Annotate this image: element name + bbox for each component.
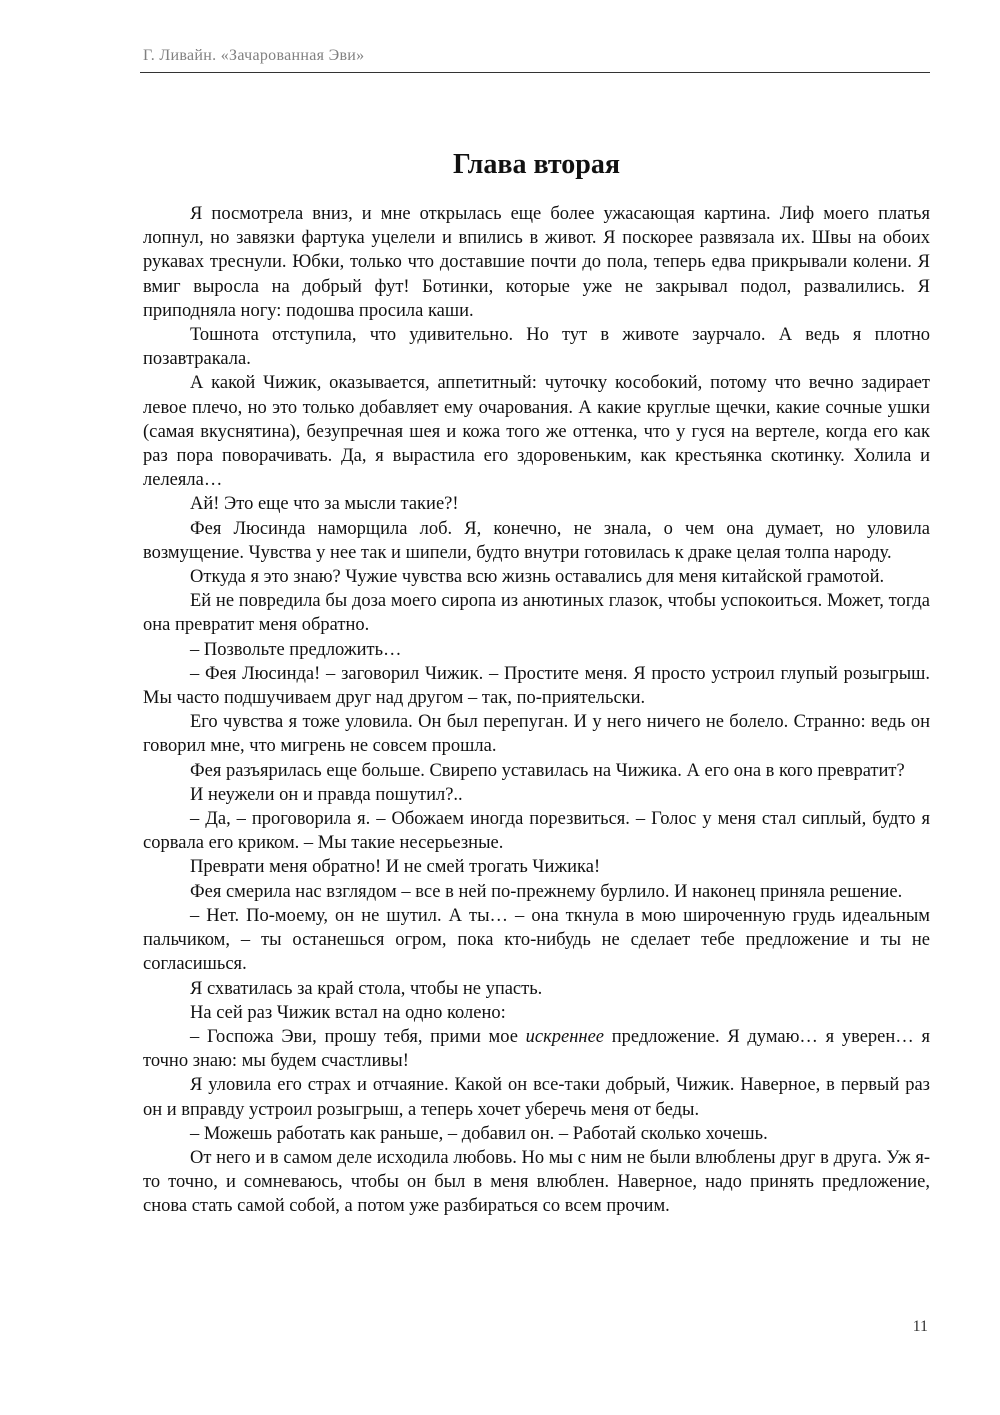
paragraph: – Да, – проговорила я. – Обожаем иногда порезвиться. – Голос у меня стал сиплый, будто я сорвала его криком. – Мы такие несерьезные. <box>143 809 930 854</box>
paragraph-text-before: – Госпожа Эви, прошу тебя, прими мое <box>190 1026 526 1047</box>
paragraph: – Можешь работать как раньше, – добавил он. – Работай сколько хочешь. <box>190 1123 768 1144</box>
paragraph: – Нет. По-моему, он не шутил. А ты… – она ткнула в мою широченную грудь идеальным пальчиком, – ты останешься огром, пока кто-нибудь не сделает тебе предложение и ты не согласишься. <box>143 905 930 975</box>
paragraph: Ей не повредила бы доза моего сиропа из анютиных глазок, чтобы успокоиться. Может, тогда она превратит меня обратно. <box>143 591 930 636</box>
paragraph-with-emphasis <box>143 1025 930 1073</box>
paragraph: И неужели он и правда пошутил?.. <box>190 784 463 805</box>
page-number: 11 <box>912 1318 928 1335</box>
chapter-title: Глава вторая <box>452 149 620 180</box>
paragraph: Его чувства я тоже уловила. Он был перепуган. И у него ничего не болело. Странно: ведь он говорил мне, что мигрень не совсем прошла. <box>143 712 930 757</box>
paragraph: От него и в самом деле исходила любовь. Но мы с ним не были влюблены друг в друга. Уж я-то точно, и сомневаюсь, чтобы он был в меня влюблен. Наверное, надо принять предложение, снова стать самой собой, а потом уже разбираться со всем прочим. <box>143 1147 930 1217</box>
paragraph: Фея смерила нас взглядом – все в ней по-прежнему бурлило. И наконец приняла решение. <box>190 881 903 902</box>
paragraph: Я уловила его страх и отчаяние. Какой он все-таки добрый, Чижик. Наверное, в первый раз он и вправду устроил розыгрыш, а теперь хочет уберечь меня от беды. <box>143 1075 930 1120</box>
paragraph: А какой Чижик, оказывается, аппетитный: чуточку кособокий, потому что вечно задирает левое плечо, но это только добавляет ему очарования. А какие круглые щечки, какие сочные ушки (самая вкуснятина), безупречная шея и кожа того же оттенка, что у гуся на вертеле, когда его как раз пора поворачивать. Да, я вырастила его здоровеньким, как крестьянка скотинку. Холила и лелеяла… <box>143 373 930 491</box>
paragraph: Я посмотрела вниз, и мне открылась еще более ужасающая картина. Лиф моего платья лопнул, но завязки фартука уцелели и впились в живот. Я поскорее развязала их. Швы на обоих рукавах треснули. Юбки, только что доставшие почти до пола, теперь едва прикрывали колени. Я вмиг выросла на добрый фут! Ботинки, которые уже не закрывал подол, развалились. Я приподняла ногу: подошва просила каши. <box>143 204 930 321</box>
header-divider <box>140 72 930 73</box>
paragraph: – Фея Люсинда! – заговорил Чижик. – Простите меня. Я просто устроил глупый розыгрыш. Мы часто подшучиваем друг над другом – так, по-приятельски. <box>143 663 930 709</box>
paragraph: Фея разъярилась еще больше. Свирепо уставилась на Чижика. А его она в кого превратит? <box>190 760 905 781</box>
paragraph: Преврати меня обратно! И не смей трогать Чижика! <box>190 857 601 878</box>
chapter-body <box>143 202 930 1219</box>
paragraph: Тошнота отступила, что удивительно. Но тут в животе заурчало. А ведь я плотно позавтракала. <box>143 325 930 370</box>
paragraph: Фея Люсинда наморщила лоб. Я, конечно, не знала, о чем она думает, но уловила возмущение. Чувства у нее так и шипели, будто внутри готовилась к драке целая толпа народу. <box>143 518 930 563</box>
paragraph: – Позвольте предложить… <box>190 639 402 660</box>
emphasized-word: искреннее <box>525 1026 605 1047</box>
paragraph-text-after: предложение. Я думаю… я уверен… я точно знаю: мы будем счастливы! <box>143 1026 931 1072</box>
paragraph: Ай! Это еще что за мысли такие?! <box>190 494 459 515</box>
paragraph: Откуда я это знаю? Чужие чувства всю жизнь оставались для меня китайской грамотой. <box>190 567 885 588</box>
paragraph: На сей раз Чижик встал на одно колено: <box>190 1002 506 1023</box>
running-header: Г. Ливайн. «Зачарованная Эви» <box>143 47 365 64</box>
paragraph: Я схватилась за край стола, чтобы не упасть. <box>190 978 543 999</box>
